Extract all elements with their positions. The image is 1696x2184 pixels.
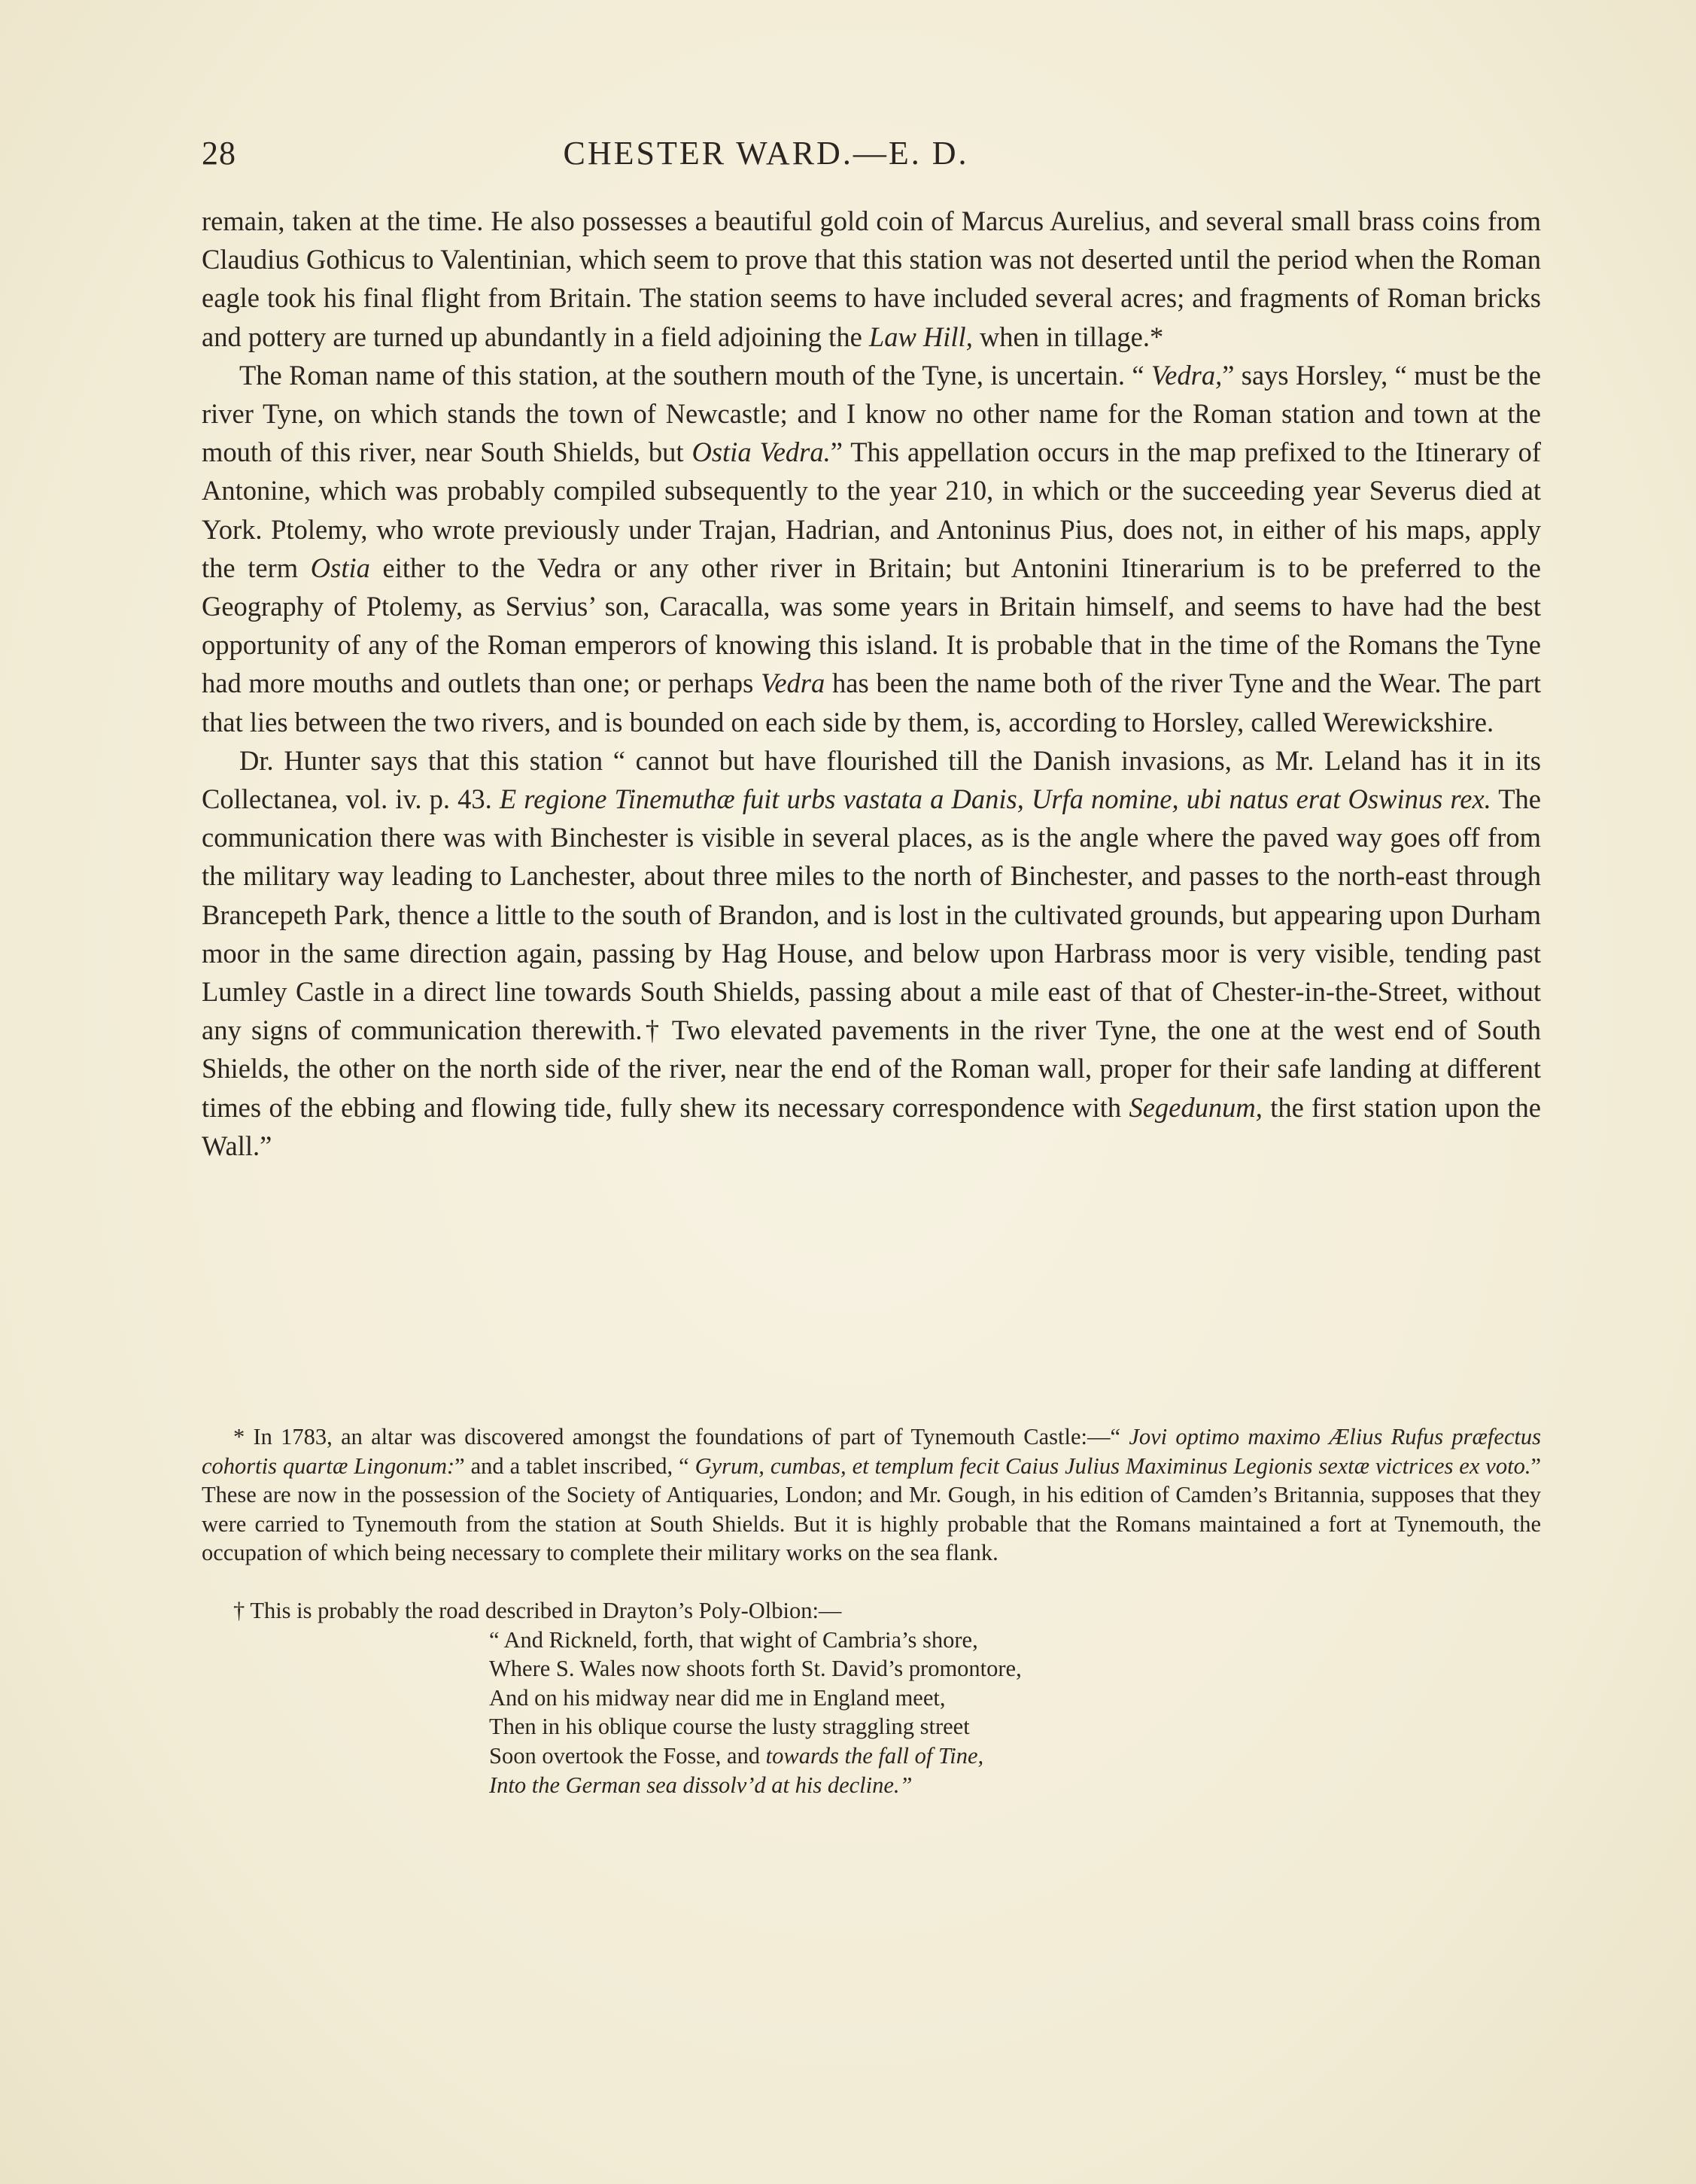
- italic-run: E regione Tinemuthæ fuit urbs vastata a Danis, Urfa nomine, ubi natus erat Oswinus rex.: [499, 783, 1491, 815]
- italic-run: Vedra,: [1150, 359, 1223, 391]
- verse-line: [489, 1771, 1541, 1800]
- text-run: the first station upon the Wall.”: [202, 1091, 1541, 1161]
- verse-line: [489, 1741, 1541, 1771]
- text-run: * In 1783, an altar was discovered amongst the foundations of part of Tynemouth Castle:—“: [233, 1424, 1129, 1449]
- text-run: Soon overtook the Fosse, and: [489, 1742, 766, 1769]
- italic-run: Ostia Vedra.: [691, 436, 831, 468]
- verse-line: Where S. Wales now shoots forth St. David’s promontore,: [489, 1656, 1022, 1682]
- page-number: 28: [202, 135, 236, 172]
- italic-run: Law Hill,: [868, 321, 973, 352]
- verse-quotation: [489, 1626, 1541, 1800]
- text-run: ” and a tablet inscribed, “: [454, 1452, 695, 1479]
- paragraph-2: [202, 356, 1541, 741]
- footnote-1: [202, 1422, 1541, 1568]
- italic-run: towards the fall of Tine,: [765, 1742, 984, 1769]
- paragraph-3: [202, 741, 1541, 1165]
- italic-run: Jovi optimo maximo Ælius Rufus præfectus cohortis quartæ Lingonum:: [202, 1424, 1541, 1479]
- italic-run: Into the German sea dissolv’d at his decline.”: [489, 1772, 913, 1798]
- italic-run: Gyrum, cumbas, et templum fecit Caius Julius Maximinus Legionis sextæ victrices ex voto.: [695, 1452, 1531, 1479]
- text-run: ” This appellation occurs in the map prefixed to the Itinerary of Antonine, which was probably compiled subsequently to the year 210, in which or the succeeding year Severus died at York. Ptolemy, who wrote previously under Trajan, Hadrian, and Antoninus Pius, does not, in either of his maps, apply the term: [202, 436, 1541, 583]
- text-run: Dr. Hunter says that this station “ cannot but have flourished till the Danish invasions, as Mr. Leland has it in its Collectanea, vol. iv. p. 43.: [202, 744, 1541, 815]
- verse-line: “ And Rickneld, forth, that wight of Cambria’s shore,: [489, 1626, 978, 1653]
- italic-run: Vedra: [761, 668, 825, 699]
- verse-line: And on his midway near did me in England meet,: [489, 1684, 946, 1711]
- text-run: remain, taken at the time. He also possesses a beautiful gold coin of Marcus Aurelius, and several small brass coins from Claudius Gothicus to Valentinian, which seem to prove that this station was not deserted until the period when the Roman eagle took his final flight from Britain. The station seems to have included several acres; and fragments of Roman bricks and pottery are turned up abundantly in a field adjoining the: [202, 205, 1541, 352]
- italic-run: Segedunum,: [1129, 1091, 1263, 1123]
- text-run: either to the Vedra or any other river in Britain; but Antonini Itinerarium is to be preferred to the Geography of Ptolemy, as Servius’ son, Caracalla, was some years in Britain himself, and seems to have had the best opportunity of any of the Roman emperors of knowing this island. It is probable that in the time of the Romans the Tyne had more mouths and outlets than one; or perhaps: [202, 552, 1541, 699]
- italic-run: Ostia: [310, 552, 370, 583]
- text-run: The Roman name of this station, at the southern mouth of the Tyne, is uncertain. “: [239, 359, 1151, 391]
- page-header: [202, 134, 1541, 179]
- main-text: [202, 202, 1541, 1165]
- paragraph-1: [202, 202, 1541, 356]
- footnote-2: † This is probably the road described in Drayton’s Poly-Olbion:—: [233, 1597, 842, 1623]
- text-run: ” says Horsley, “ must be the river Tyne, on which stands the town of Newcastle; and I know no other name for the Roman station and town at the mouth of this river, near South Shields, but: [202, 359, 1541, 468]
- text-run: The communication there was with Binchester is visible in several places, as is the angle where the paved way goes off from the military way leading to Lanchester, about three miles to the north of Binchester, and passes to the north-east through Brancepeth Park, thence a little to the south of Brandon, and is lost in the cultivated grounds, but appearing upon Durham moor in the same direction again, passing by Hag House, and below upon Harbrass moor is very visible, tending past Lumley Castle in a direct line towards South Shields, passing about a mile east of that of Chester-in-the-Street, without any signs of communication therewith.† Two elevated pavements in the river Tyne, the one at the west end of South Shields, the other on the north side of the river, near the end of the Roman wall, proper for their safe landing at different times of the ebbing and flowing tide, fully shew its necessary correspondence with: [202, 783, 1541, 1123]
- text-run: ” These are now in the possession of the Society of Antiquaries, London; and Mr. Gough, in his edition of Camden’s Britannia, supposes that they were carried to Tynemouth from the station at South Shields. But it is highly probable that the Romans maintained a fort at Tynemouth, the occupation of which being necessary to complete their military works on the sea flank.: [202, 1452, 1541, 1566]
- verse-line: Then in his oblique course the lusty straggling street: [489, 1714, 970, 1740]
- text-run: has been the name both of the river Tyne and the Wear. The part that lies between the two rivers, and is bounded on each side by them, is, according to Horsley, called Werewickshire.: [202, 668, 1541, 738]
- text-run: when in tillage.*: [972, 321, 1164, 352]
- footnotes: [202, 1422, 1541, 1799]
- running-head: CHESTER WARD.—E. D.: [563, 135, 969, 172]
